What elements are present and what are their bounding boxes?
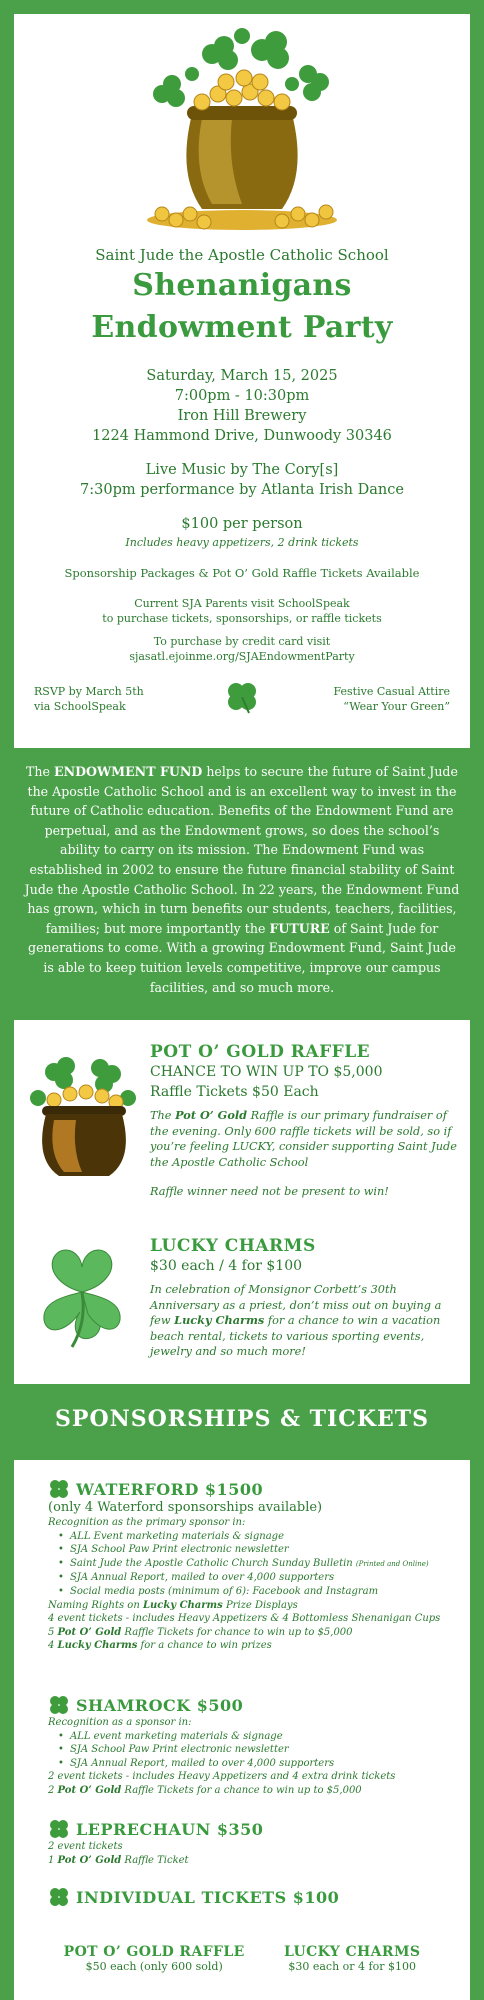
shamrock-icon xyxy=(48,1818,70,1840)
ticket-options xyxy=(14,1944,470,1973)
tier-leprechaun-title: LEPRECHAUN $350 xyxy=(76,1819,264,1839)
list-item: 4 Lucky Charms for a chance to win prizes xyxy=(48,1640,272,1652)
credit-card-info: To purchase by credit card visit xyxy=(153,635,331,648)
lucky-charms-title: LUCKY CHARMS xyxy=(150,1236,316,1256)
event-includes: Includes heavy appetizers, 2 drink tickets xyxy=(125,536,359,549)
list-item: • SJA School Paw Print electronic newsletter xyxy=(70,1743,448,1757)
attire-label: Festive Casual Attire xyxy=(333,685,450,698)
rsvp-method: via SchoolSpeak xyxy=(34,700,126,713)
lucky-charms-price: $30 each / 4 for $100 xyxy=(150,1258,303,1274)
list-item: Naming Rights on Lucky Charms Prize Displays xyxy=(48,1599,298,1611)
list-item: • Social media posts (minimum of 6): Facebook and Instagram xyxy=(70,1585,448,1599)
tier-waterford xyxy=(48,1478,448,1653)
pot-of-gold-illustration xyxy=(14,24,470,234)
list-item: 5 Pot O’ Gold Raffle Tickets for chance to win up to $5,000 xyxy=(48,1626,353,1638)
list-item: 4 event tickets - includes Heavy Appetizers & 4 Bottomless Shenanigan Cups xyxy=(48,1613,441,1625)
tier-waterford-title: WATERFORD $1500 xyxy=(76,1479,264,1499)
tier-shamrock-benefits xyxy=(48,1730,448,1771)
event-date: Saturday, March 15, 2025 xyxy=(146,368,338,384)
list-item: • ALL Event marketing materials & signage xyxy=(70,1530,448,1544)
raffle-price: Raffle Tickets $50 Each xyxy=(150,1084,319,1100)
event-panel xyxy=(14,14,470,748)
sponsorships-panel xyxy=(14,1460,470,2000)
list-item: • Saint Jude the Apostle Catholic Church Sunday Bulletin (Printed and Online) xyxy=(70,1557,448,1572)
lucky-charms-option-price: $30 each or 4 for $100 xyxy=(288,1960,416,1973)
raffle-description: The Pot O’ Gold Raffle is our primary fundraiser of the evening. Only 600 raffle tickets will be sold, so if you’re feeling LUCKY, consider supporting Saint Jude the Apostle Catholic School xyxy=(150,1108,457,1169)
pot-of-gold-icon xyxy=(132,24,352,234)
page-title-line2: Endowment Party xyxy=(91,310,393,345)
raffle-ticket-option xyxy=(64,1944,245,1973)
raffle-prize: CHANCE TO WIN UP TO $5,000 xyxy=(150,1064,383,1080)
rsvp-info xyxy=(34,684,144,714)
list-item: 1 Pot O’ Gold Raffle Ticket xyxy=(48,1854,189,1866)
page-title-line1: Shenanigans xyxy=(132,268,352,303)
event-performance: 7:30pm performance by Atlanta Irish Dance xyxy=(80,482,404,498)
tier-waterford-intro: Recognition as the primary sponsor in: xyxy=(48,1517,246,1528)
tier-individual xyxy=(48,1886,448,1908)
event-venue: Iron Hill Brewery xyxy=(177,408,307,424)
parents-info-line1: Current SJA Parents visit SchoolSpeak xyxy=(134,597,350,610)
raffle-section xyxy=(150,1042,460,1200)
lucky-charms-description: In celebration of Monsignor Corbett’s 30th Anniversary as a priest, don’t miss out on buying a few Lucky Charms for a chance to win a vacation beach rental, tickets to various sporting events, jewelry and so much more! xyxy=(150,1283,442,1358)
event-time: 7:00pm - 10:30pm xyxy=(174,388,310,404)
attire-info xyxy=(334,684,451,714)
attire-note: “Wear Your Green” xyxy=(343,700,450,713)
shamrock-icon xyxy=(225,680,259,714)
lucky-charms-option xyxy=(284,1944,420,1973)
list-item: • SJA Annual Report, mailed to over 4,000 supporters xyxy=(70,1757,448,1771)
raffle-panel xyxy=(14,1020,470,1384)
sponsorship-availability: Sponsorship Packages & Pot O’ Gold Raffle Tickets Available xyxy=(64,566,420,580)
tier-shamrock-title: SHAMROCK $500 xyxy=(76,1695,244,1715)
tier-shamrock xyxy=(48,1694,448,1798)
shamrock-icon xyxy=(48,1478,70,1500)
tier-leprechaun xyxy=(48,1818,448,1867)
sponsorships-title: SPONSORSHIPS & TICKETS xyxy=(55,1406,429,1432)
tier-individual-title: INDIVIDUAL TICKETS $100 xyxy=(76,1887,340,1907)
shamrock-icon xyxy=(48,1886,70,1908)
list-item: 2 event tickets xyxy=(48,1841,123,1852)
list-item: • SJA Annual Report, mailed to over 4,000 supporters xyxy=(70,1571,448,1585)
raffle-ticket-title: POT O’ GOLD RAFFLE xyxy=(63,1944,245,1960)
event-price: $100 per person xyxy=(181,516,303,532)
event-address: 1224 Hammond Drive, Dunwoody 30346 xyxy=(92,428,392,444)
lucky-charms-section xyxy=(150,1236,460,1360)
purchase-link[interactable]: sjasatl.ejoinme.org/SJAEndowmentParty xyxy=(129,650,355,663)
tier-waterford-sub: (only 4 Waterford sponsorships available) xyxy=(48,1500,323,1515)
event-music: Live Music by The Cory[s] xyxy=(145,462,339,478)
raffle-note: Raffle winner need not be present to win! xyxy=(150,1185,389,1198)
pot-of-gold-icon xyxy=(24,1054,142,1184)
list-item: 2 Pot O’ Gold Raffle Tickets for a chance to win up to $5,000 xyxy=(48,1784,362,1796)
clover-icon xyxy=(32,1242,132,1352)
raffle-ticket-price: $50 each (only 600 sold) xyxy=(85,1960,223,1973)
school-name: Saint Jude the Apostle Catholic School xyxy=(95,246,389,264)
tier-waterford-benefits xyxy=(48,1530,448,1599)
parents-info-line2: to purchase tickets, sponsorships, or raffle tickets xyxy=(102,612,382,625)
list-item: • SJA School Paw Print electronic newsletter xyxy=(70,1543,448,1557)
list-item: 2 event tickets - includes Heavy Appetizers and 4 extra drink tickets xyxy=(48,1771,396,1783)
shamrock-icon xyxy=(48,1694,70,1716)
tier-shamrock-intro: Recognition as a sponsor in: xyxy=(48,1717,192,1728)
rsvp-date: RSVP by March 5th xyxy=(34,685,144,698)
raffle-title: POT O’ GOLD RAFFLE xyxy=(150,1042,371,1062)
lucky-charms-option-title: LUCKY CHARMS xyxy=(283,1944,421,1960)
endowment-fund-description: The ENDOWMENT FUND helps to secure the future of Saint Jude the Apostle Catholic School and is an excellent way to invest in the future of Catholic education. Benefits of the Endowment Fund are perpetual, and as the Endowment grows, so does the school’s ability to carry on its mission. The Endowment Fund was established in 2002 to ensure the future financial stability of Saint Jude the Apostle Catholic School. In 22 years, the Endowment Fund has grown, which in turn benefits our students, teachers, facilities, families; but more importantly the FUTURE of Saint Jude for generations to come. With a growing Endowment Fund, Saint Jude is able to keep tuition levels competitive, improve our campus facilities, and so much more. xyxy=(24,764,460,995)
list-item: • ALL event marketing materials & signage xyxy=(70,1730,448,1744)
